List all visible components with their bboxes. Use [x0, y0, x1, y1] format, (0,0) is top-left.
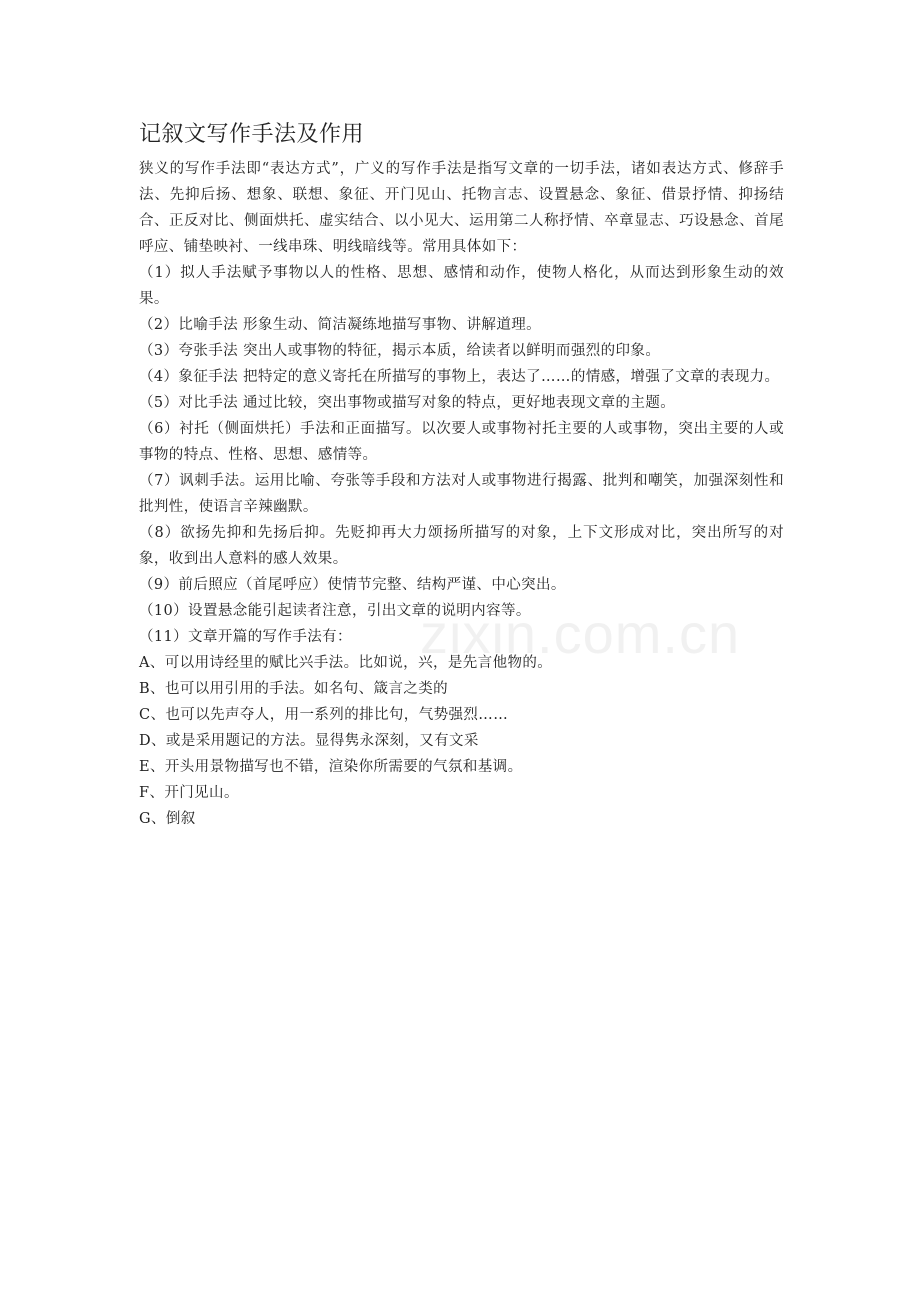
list-item-d: D、或是采用题记的方法。显得隽永深刻，又有文采	[139, 733, 479, 749]
list-item-8: （8）欲扬先抑和先扬后抑。先贬抑再大力颂扬所描写的对象，上下文形成对比，突出所写的对象，收到出人意料的感人效果。	[139, 525, 784, 567]
list-item-5: （5）对比手法 通过比较，突出事物或描写对象的特点，更好地表现文章的主题。	[139, 395, 676, 411]
list-item-c: C、也可以先声夺人，用一系列的排比句，气势强烈……	[139, 707, 509, 723]
list-item-7: （7）讽刺手法。运用比喻、夸张等手段和方法对人或事物进行揭露、批判和嘲笑，加强深刻性和批判性，使语言辛辣幽默。	[139, 473, 784, 515]
list-item-a: A、可以用诗经里的赋比兴手法。比如说，兴，是先言他物的。	[139, 655, 553, 671]
watermark: zixin.com.cn	[420, 602, 741, 665]
document-title: 记叙文写作手法及作用	[139, 122, 365, 147]
list-item-9: （9）前后照应（首尾呼应）使情节完整、结构严谨、中心突出。	[139, 577, 566, 593]
list-item-1: （1）拟人手法赋予事物以人的性格、思想、感情和动作，使物人格化，从而达到形象生动的效果。	[139, 265, 784, 307]
list-item-10: （10）设置悬念能引起读者注意，引出文章的说明内容等。	[139, 603, 531, 619]
list-item-b: B、也可以用引用的手法。如名句、箴言之类的	[139, 681, 449, 697]
list-item-3: （3）夸张手法 突出人或事物的特征，揭示本质，给读者以鲜明而强烈的印象。	[139, 343, 661, 359]
list-item-g: G、倒叙	[139, 811, 196, 827]
list-item-f: F、开门见山。	[139, 785, 239, 801]
list-item-4: （4）象征手法 把特定的意义寄托在所描写的事物上，表达了……的情感，增强了文章的表现力。	[139, 369, 780, 385]
intro-paragraph: 狭义的写作手法即“表达方式”，广义的写作手法是指写文章的一切手法，诸如表达方式、修辞手法、先抑后扬、想象、联想、象征、开门见山、托物言志、设置悬念、象征、借景抒情、抑扬结合、正反对比、侧面烘托、虚实结合、以小见大、运用第二人称抒情、卒章显志、巧设悬念、首尾呼应、铺垫映衬、一线串珠、明线暗线等。常用具体如下：	[139, 161, 784, 255]
document-content	[139, 118, 784, 832]
list-item-e: E、开头用景物描写也不错，渲染你所需要的气氛和基调。	[139, 759, 523, 775]
list-item-2: （2）比喻手法 形象生动、简洁凝练地描写事物、讲解道理。	[139, 317, 542, 333]
list-item-11: （11）文章开篇的写作手法有：	[139, 629, 352, 645]
list-item-6: （6）衬托（侧面烘托）手法和正面描写。以次要人或事物衬托主要的人或事物，突出主要的人或事物的特点、性格、思想、感情等。	[139, 421, 784, 463]
